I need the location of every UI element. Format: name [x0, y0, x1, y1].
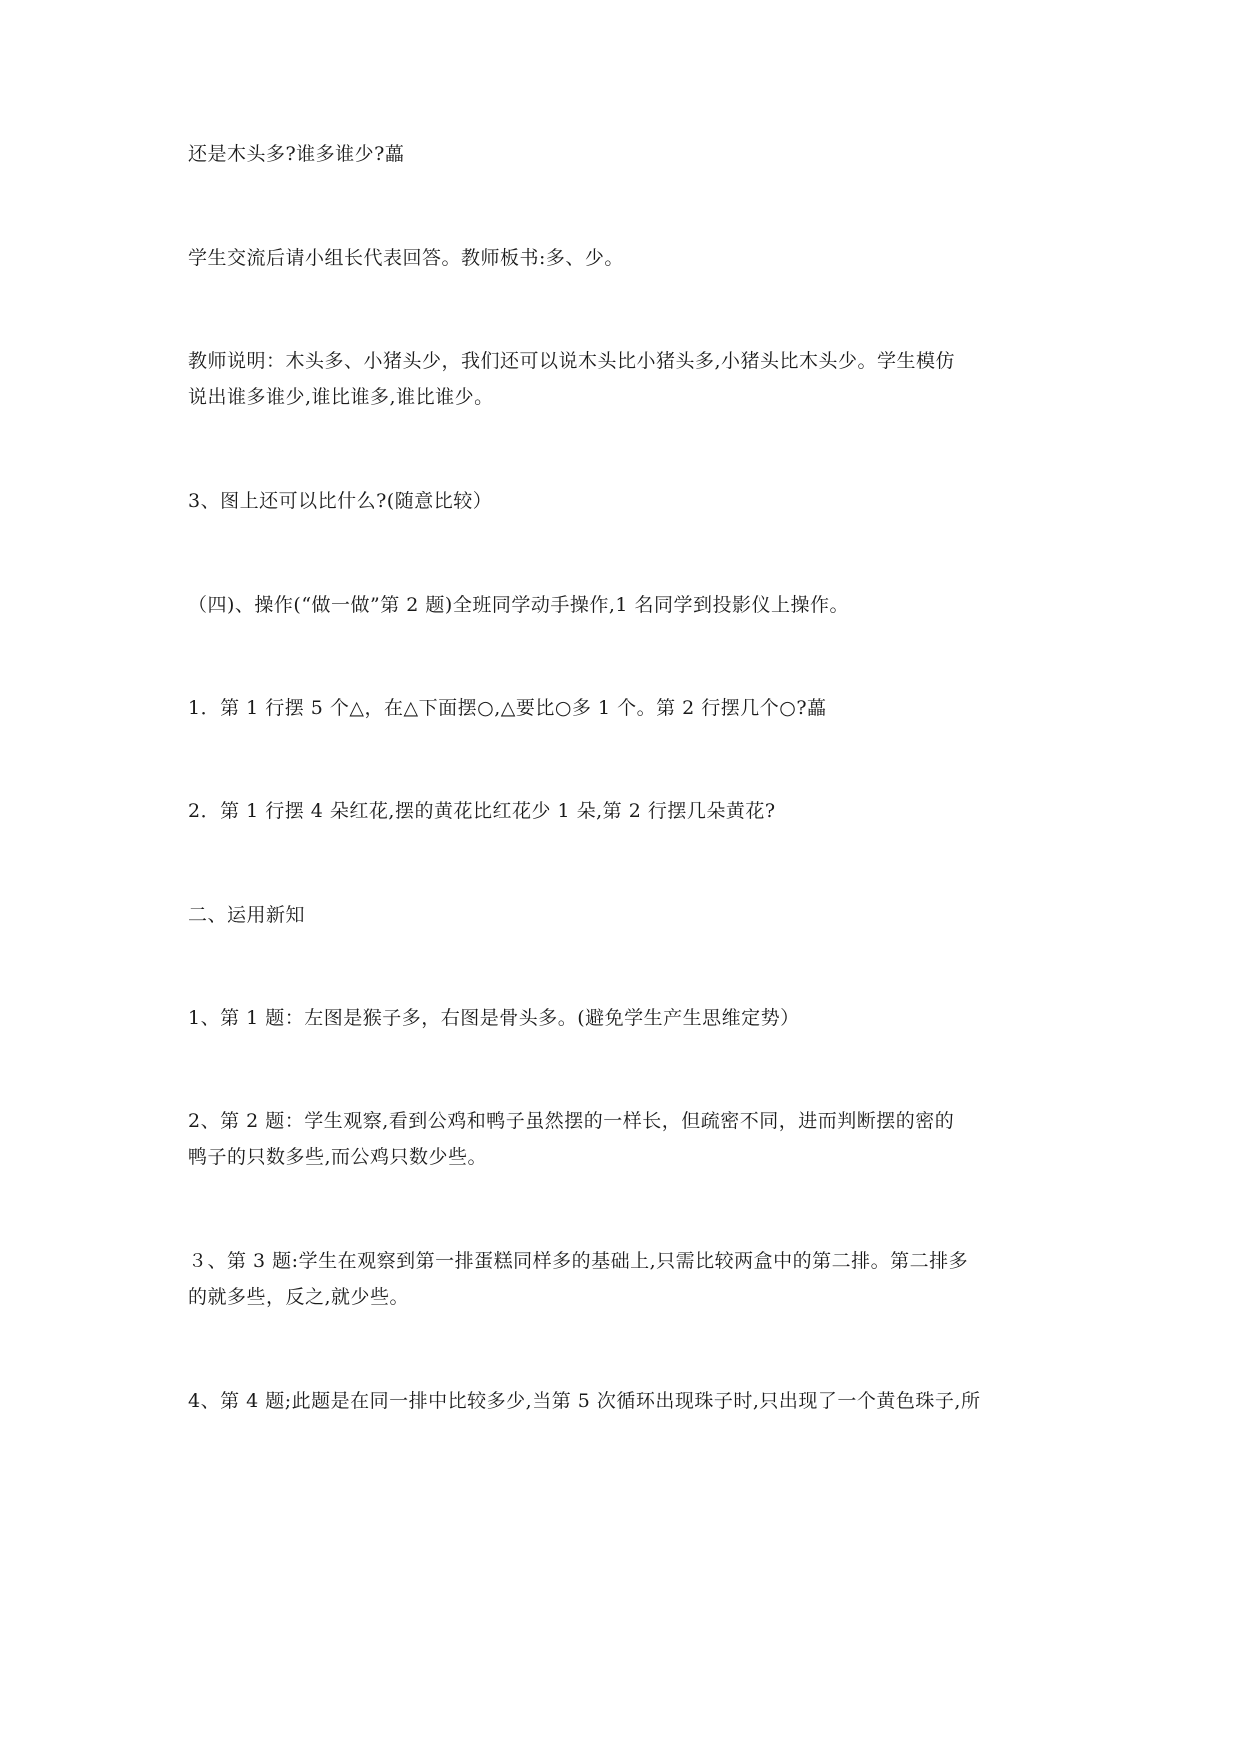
paragraph-11	[188, 1243, 1058, 1315]
paragraph-line: 3、图上还可以比什么?(随意比较）	[188, 490, 493, 512]
paragraph-line: 4、第 4 题;此题是在同一排中比较多少,当第 5 次循环出现珠子时,只出现了一个黄色珠子,所	[188, 1390, 981, 1412]
paragraph-7	[188, 793, 1058, 829]
paragraph-2	[188, 240, 1058, 276]
section-heading	[188, 897, 1058, 933]
paragraph-line: 说出谁多谁少,谁比谁多,谁比谁少。	[188, 386, 494, 408]
paragraph-9	[188, 1000, 1058, 1036]
paragraph-line: 1．第 1 行摆 5 个△，在△下面摆○,△要比○多 1 个。第 2 行摆几个○?藟	[188, 697, 827, 719]
paragraph-5	[188, 587, 1058, 623]
paragraph-line: 学生交流后请小组长代表回答。教师板书:多、少。	[188, 247, 624, 269]
paragraph-1	[188, 136, 1058, 172]
paragraph-line: （四)、操作(“做一做”第 2 题)全班同学动手操作,1 名同学到投影仪上操作。	[188, 594, 850, 616]
paragraph-line: ３、第 3 题:学生在观察到第一排蛋糕同样多的基础上,只需比较两盒中的第二排。第二排多	[188, 1250, 969, 1272]
paragraph-10	[188, 1103, 1058, 1175]
paragraph-line: 鸭子的只数多些,而公鸡只数少些。	[188, 1146, 488, 1168]
paragraph-line: 还是木头多?谁多谁少?藟	[188, 143, 405, 165]
paragraph-6	[188, 690, 1058, 726]
paragraph-12	[188, 1383, 1058, 1419]
paragraph-line: 教师说明：木头多、小猪头少，我们还可以说木头比小猪头多,小猪头比木头少。学生模仿	[188, 350, 956, 372]
paragraph-3	[188, 343, 1058, 415]
paragraph-line: 1、第 1 题：左图是猴子多，右图是骨头多。(避免学生产生思维定势）	[188, 1007, 800, 1029]
paragraph-line: 2．第 1 行摆 4 朵红花,摆的黄花比红花少 1 朵,第 2 行摆几朵黄花?	[188, 800, 776, 822]
paragraph-line: 2、第 2 题：学生观察,看到公鸡和鸭子虽然摆的一样长，但疏密不同，进而判断摆的密的	[188, 1110, 955, 1132]
paragraph-line: 二、运用新知	[188, 904, 306, 926]
paragraph-line: 的就多些，反之,就少些。	[188, 1286, 410, 1308]
paragraph-4	[188, 483, 1058, 519]
